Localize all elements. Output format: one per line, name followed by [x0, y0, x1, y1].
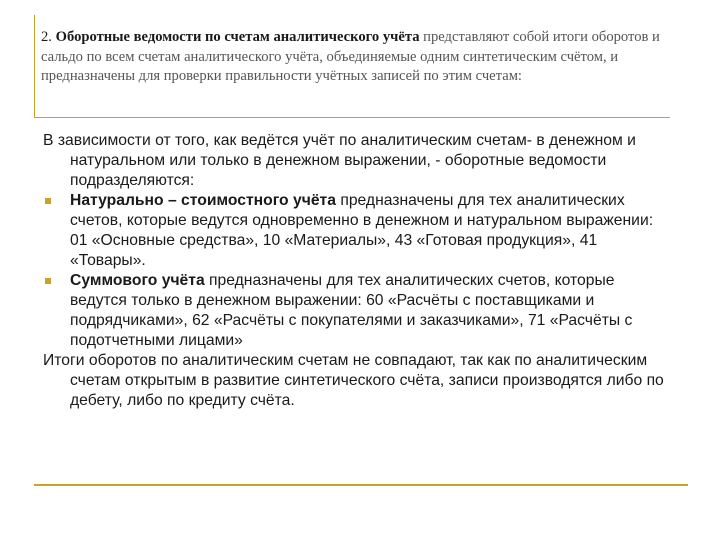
title-bold-term: Оборотные ведомости по счетам аналитического учёта: [55, 29, 420, 45]
square-bullet-icon: [45, 198, 51, 204]
bullet-text: предназначены для тех аналитических счетов, которые ведутся только в денежном выражении: 60 «Расчёты с поставщиками и подрядчиками», 62 «Расчёты с покупателями и заказчиками», 71 «Расчёты с подотчетными лицами»: [70, 272, 633, 349]
bullet-item: [43, 191, 673, 271]
slide-body: [43, 131, 673, 411]
bottom-divider: [34, 484, 688, 486]
bullet-term: Натурально – стоимостного учёта: [70, 192, 336, 209]
slide-title: [41, 28, 671, 87]
title-description: представляют собой итоги оборотов и сальдо по всем счетам аналитического учёта, объединяемые одним синтетическим счётом, и предназначены для проверки правильности учётных записей по этим счетам:: [41, 29, 660, 84]
bullet-term: Суммового учёта: [70, 272, 205, 289]
title-number: 2.: [41, 29, 52, 45]
bullet-item: [43, 271, 673, 351]
square-bullet-icon: [45, 278, 51, 284]
conclusion-paragraph: Итоги оборотов по аналитическим счетам не совпадают, так как по аналитическим счетам открытым в развитие синтетического счёта, записи производятся либо по дебету, либо по кредиту счёта.: [43, 352, 664, 409]
intro-paragraph: В зависимости от того, как ведётся учёт по аналитическим счетам- в денежном и натуральном или только в денежном выражении, - оборотные ведомости подразделяются:: [43, 132, 636, 189]
bullet-text: предназначены для тех аналитических счетов, которые ведутся одновременно в денежном и натуральном выражении: 01 «Основные средства», 10 «Материалы», 43 «Готовая продукция», 41 «Товары».: [70, 192, 654, 269]
